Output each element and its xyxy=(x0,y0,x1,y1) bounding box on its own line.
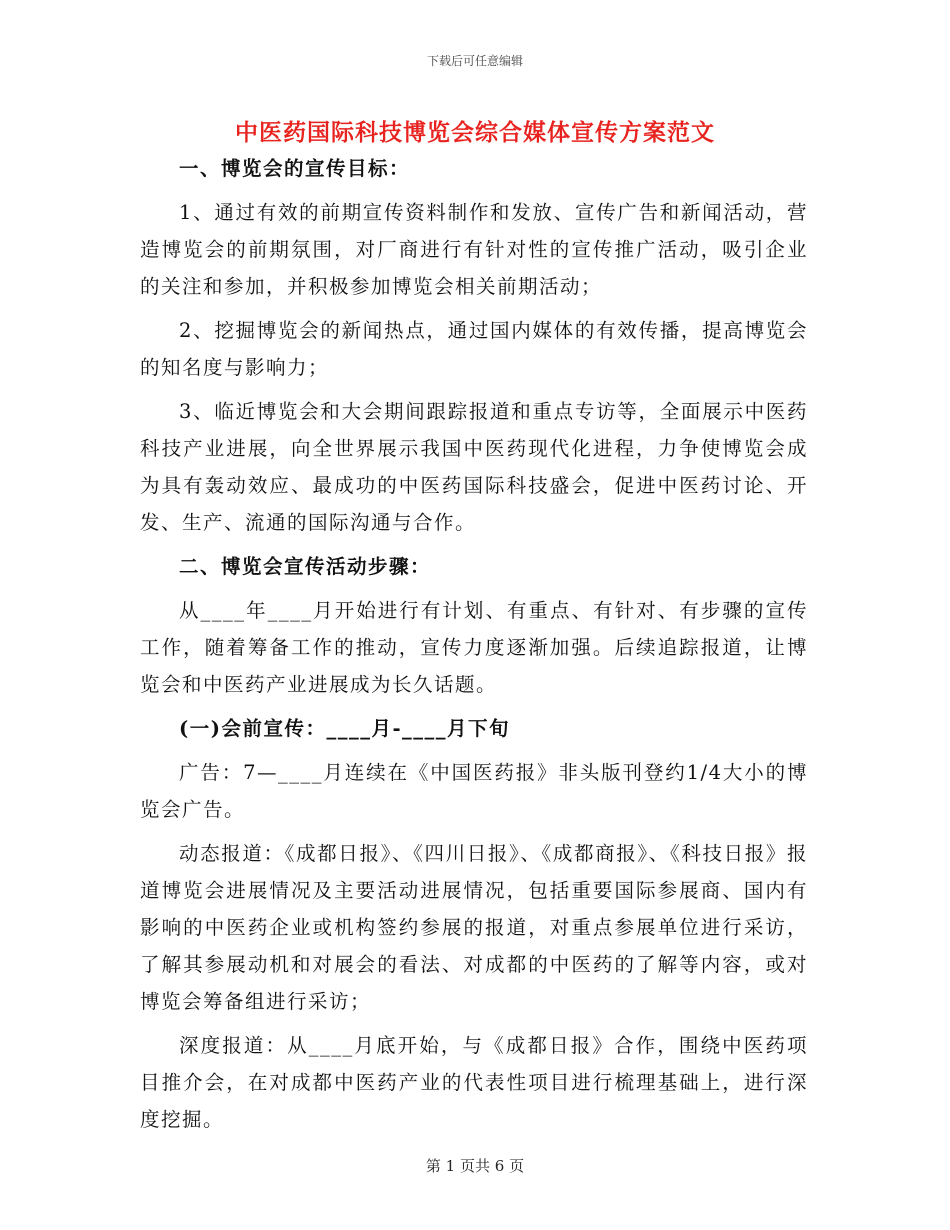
paragraph-advertising: 广告：7—____月连续在《中国医药报》非头版刊登约1/4大小的博览会广告。 xyxy=(140,761,808,821)
paragraph-in-depth-reports: 深度报道：从____月底开始，与《成都日报》合作，围绕中医药项目推介会，在对成都中医药产业的代表性项目进行梳理基础上，进行深度挖掘。 xyxy=(140,1034,808,1131)
section-heading-steps: 二、博览会宣传活动步骤： xyxy=(179,555,432,578)
header-note: 下载后可任意编辑 xyxy=(426,54,523,68)
document-body xyxy=(140,150,808,1145)
paragraph-goal-3: 3、临近博览会和大会期间跟踪报道和重点专访等，全面展示中医药科技产业进展，向全世界展示我国中医药现代化进程，力争使博览会成为具有轰动效应、最成功的中医药国际科技盛会，促进中医药讨论、开发、生产、流通的国际沟通与合作。 xyxy=(140,400,808,534)
paragraph-goal-2: 2、挖掘博览会的新闻热点，通过国内媒体的有效传播，提高博览会的知名度与影响力； xyxy=(140,319,808,379)
paragraph-steps-intro: 从____年____月开始进行有计划、有重点、有针对、有步骤的宣传工作，随着筹备工作的推动，宣传力度逐渐加强。后续追踪报道，让博览会和中医药产业进展成为长久话题。 xyxy=(140,599,808,696)
page-footer: 第 1 页共 6 页 xyxy=(425,1157,525,1175)
paragraph-goal-1: 1、通过有效的前期宣传资料制作和发放、宣传广告和新闻活动，营造博览会的前期氛围，对厂商进行有针对性的宣传推广活动，吸引企业的关注和参加，并积极参加博览会相关前期活动； xyxy=(140,201,808,298)
paragraph-news-reports: 动态报道：《成都日报》、《四川日报》、《成都商报》、《科技日报》报道博览会进展情况及主要活动进展情况，包括重要国际参展商、国内有影响的中医药企业或机构签约参展的报道，对重点参展单位进行采访，了解其参展动机和对展会的看法、对成都的中医药的了解等内容，或对博览会筹备组进行采访； xyxy=(140,842,808,1013)
document-title: 中医药国际科技博览会综合媒体宣传方案范文 xyxy=(235,119,715,146)
section-heading-goals: 一、博览会的宣传目标： xyxy=(179,157,411,180)
subsection-heading-pre-event: (一)会前宣传：____月-____月下旬 xyxy=(179,717,511,740)
